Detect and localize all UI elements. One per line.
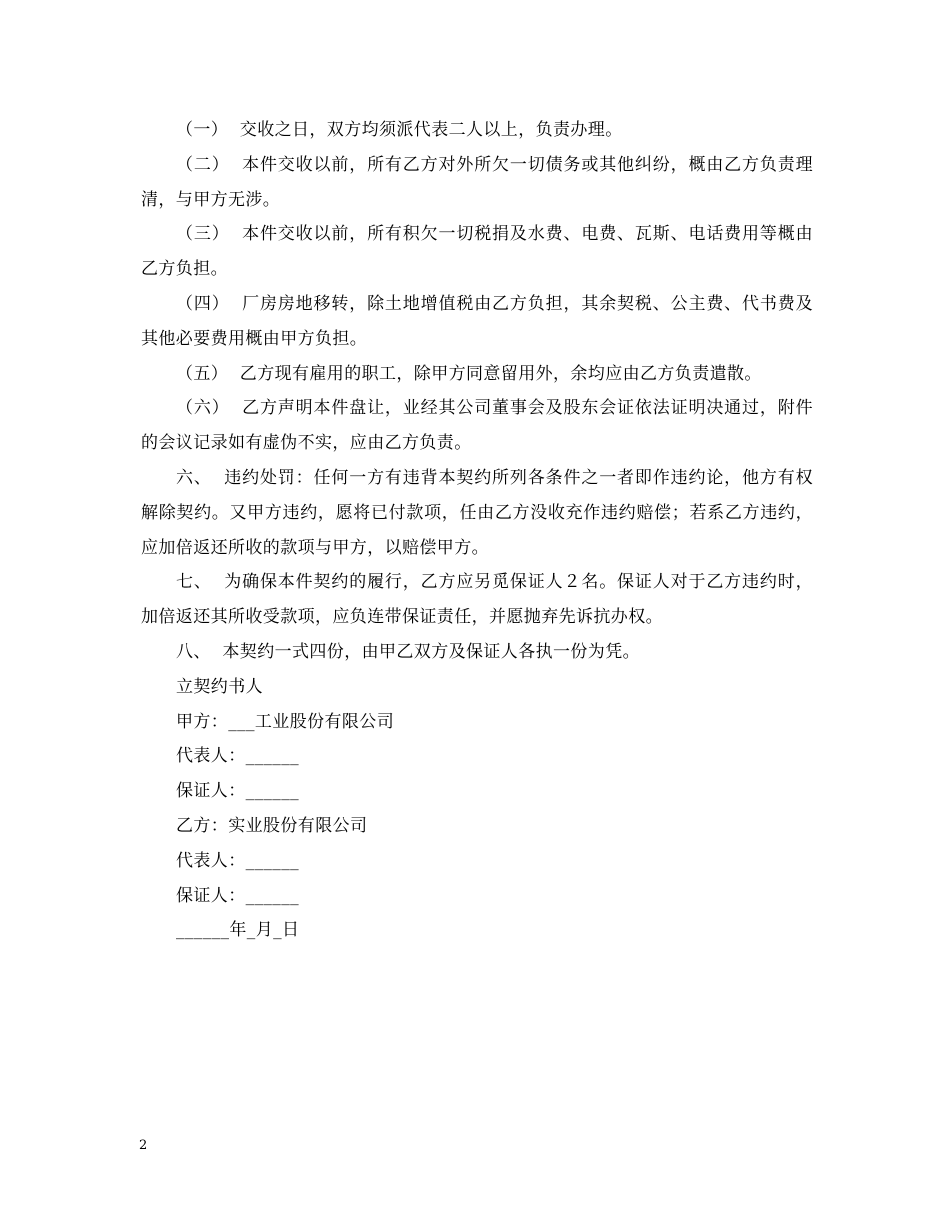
- contract-body: [141, 113, 813, 948]
- clause-paragraph: 八、 本契约一式四份，由甲乙双方及保证人各执一份为凭。: [176, 641, 641, 662]
- clause-paragraph: 六、 违约处罚：任何一方有违背本契约所列各条件之一者即作违约论，他方有权解除契约。又甲方违约，愿将已付款项，任由乙方没收充作违约赔偿；若系乙方违约，应加倍返还所收的款项与甲方，以赔偿甲方。: [141, 467, 813, 558]
- party-b-representative-line: 代表人：______: [176, 850, 299, 871]
- party-a-line: 甲方：___工业股份有限公司: [176, 711, 395, 732]
- page-number: 2: [139, 1138, 148, 1153]
- party-a-representative-line: 代表人：______: [176, 746, 299, 767]
- date-line: ______年_月_日: [176, 920, 300, 941]
- clause-paragraph: 七、 为确保本件契约的履行，乙方应另觅保证人２名。保证人对于乙方违约时，加倍返还其所收受款项，应负连带保证责任，并愿抛弃先诉抗办权。: [141, 572, 813, 628]
- party-b-line: 乙方：实业股份有限公司: [176, 815, 368, 836]
- party-b-guarantor-line: 保证人：______: [176, 885, 299, 906]
- signature-heading: 立契约书人: [176, 676, 263, 697]
- clause-paragraph: （五） 乙方现有雇用的职工，除甲方同意留用外，余均应由乙方负责遣散。: [176, 363, 762, 384]
- clause-paragraph: （三） 本件交收以前，所有积欠一切税捐及水费、电费、瓦斯、电话费用等概由乙方负担。: [141, 224, 813, 280]
- clause-paragraph: （六） 乙方声明本件盘让，业经其公司董事会及股东会证依法证明决通过，附件的会议记录如有虚伪不实，应由乙方负责。: [141, 398, 813, 454]
- clause-paragraph: （二） 本件交收以前，所有乙方对外所欠一切债务或其他纠纷，概由乙方负责理清，与甲方无涉。: [141, 154, 813, 210]
- clause-paragraph: （一） 交收之日，双方均须派代表二人以上，负责办理。: [176, 120, 623, 140]
- clause-paragraph: （四） 厂房房地移转，除土地增值税由乙方负担，其余契税、公主费、代书费及其他必要费用概由甲方负担。: [141, 293, 813, 349]
- party-a-guarantor-line: 保证人：______: [176, 781, 299, 802]
